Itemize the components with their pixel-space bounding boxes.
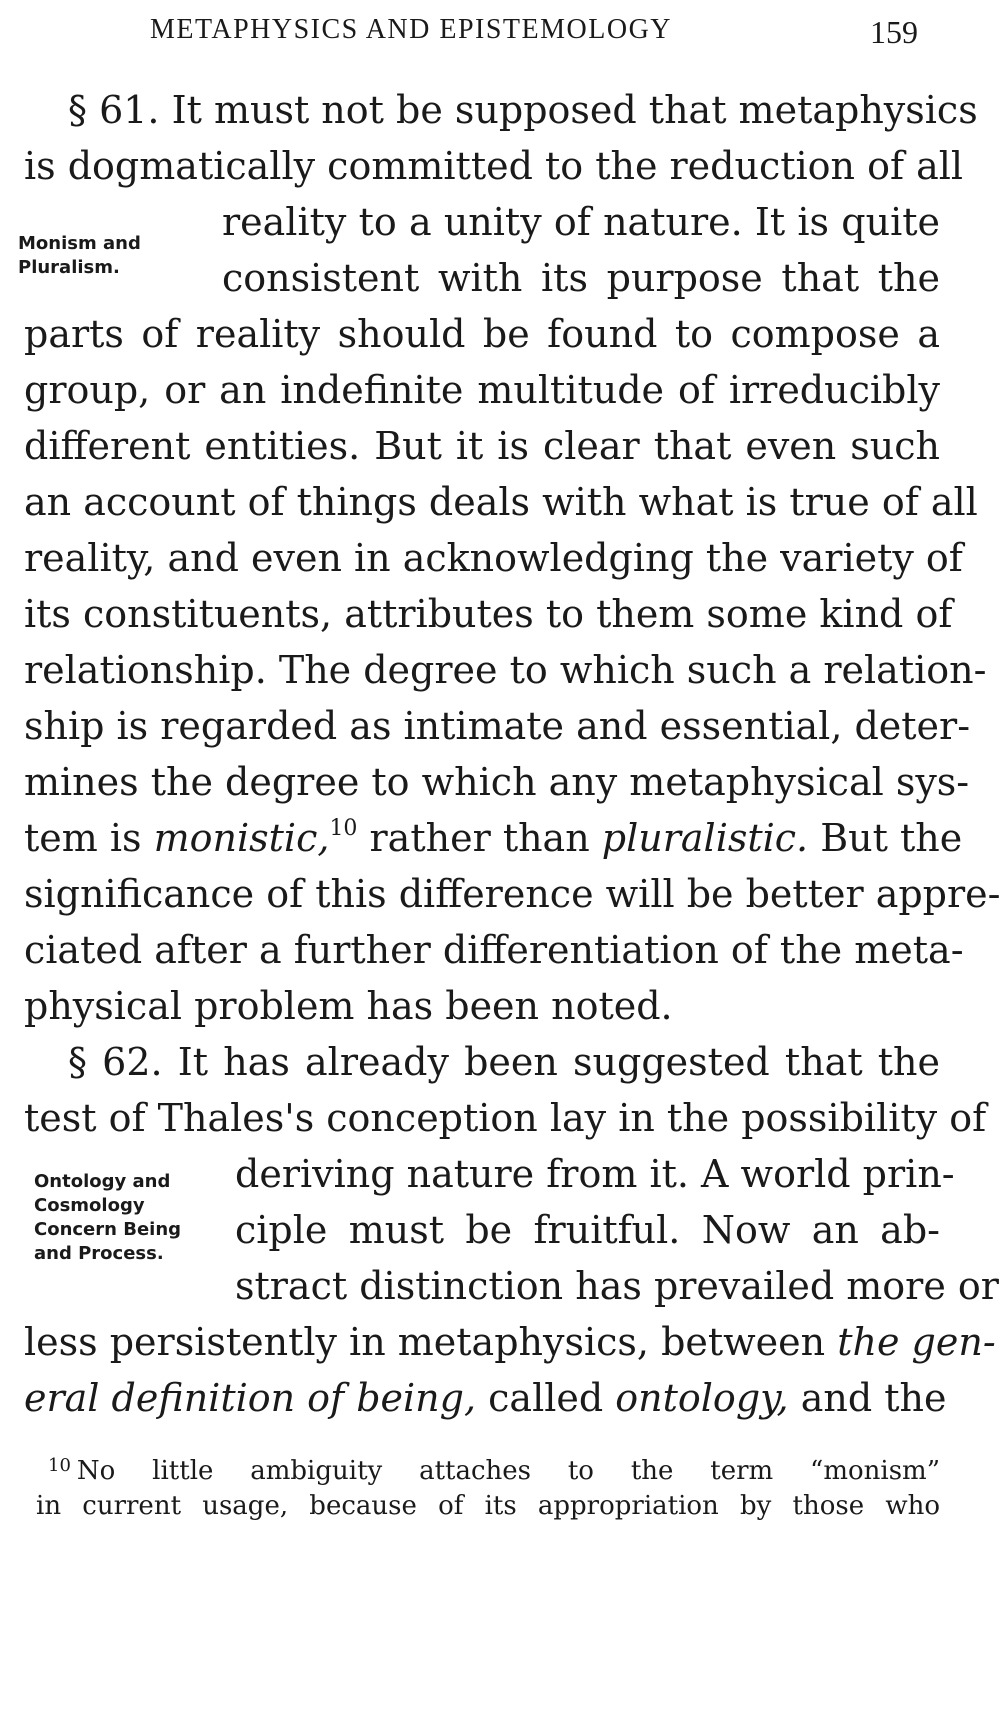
text-line: test of Thales's conception lay in the possibility of [24,1096,987,1140]
text-line: parts of reality should be found to compose a [24,312,940,356]
text-line: ship is regarded as intimate and essential, deter- [24,704,971,748]
italic-run: the gen- [837,1320,996,1364]
text-line: reality to a unity of nature. It is quite [222,200,940,244]
text-line: significance of this difference will be better appre- [24,872,1000,916]
margin-note-line: Pluralism. [18,257,120,278]
text-line: mines the degree to which any metaphysical sys- [24,760,970,804]
text-line: physical problem has been noted. [24,984,673,1028]
text-line: ciated after a further differentiation of the meta- [24,928,964,972]
text-line: different entities. But it is clear that even such [24,424,940,468]
text-run: rather than [357,816,602,860]
margin-note-line: and Process. [34,1243,164,1264]
text-line: stract distinction has prevailed more or [235,1264,999,1308]
footnote-ref: 10 [329,816,358,841]
text-run: and the [788,1376,947,1420]
term-monistic: monistic, [153,816,330,860]
text-line: consistent with its purpose that the [222,256,940,300]
footnote-line [48,1448,940,1489]
text-run: called [476,1376,616,1420]
text-line: deriving nature from it. A world prin- [235,1152,955,1196]
text-line: § 62. It has already been suggested that the [68,1040,940,1084]
term-ontology: ontology, [615,1376,789,1420]
text-line: is dogmatically committed to the reduction of all [24,144,964,188]
text-run: less persistently in metaphysics, between [24,1320,838,1364]
margin-note-line: Ontology and [34,1171,171,1192]
running-head [0,14,1000,54]
text-line: an account of things deals with what is true of all [24,480,978,524]
page-number: 159 [870,14,918,50]
text-run: tem is [24,816,154,860]
running-head-title: METAPHYSICS AND EPISTEMOLOGY [150,14,673,45]
margin-note-line: Monism and [18,233,141,254]
italic-run: eral definition of being, [24,1376,477,1420]
footnote-text: No little ambiguity attaches to the term “monism” [76,1456,940,1486]
text-line [24,1376,947,1420]
text-line: § 61. It must not be supposed that metaphysics [68,88,978,132]
text-line: relationship. The degree to which such a relation- [24,648,987,692]
text-line [24,1320,996,1364]
footnote-line: in current usage, because of its appropriation by those who [36,1491,940,1521]
margin-note-line: Cosmology [34,1195,145,1216]
margin-note-monism [18,232,141,280]
text-line: reality, and even in acknowledging the variety of [24,536,963,580]
text-run: But the [808,816,963,860]
text-line: ciple must be fruitful. Now an ab- [235,1208,940,1252]
margin-note-line: Concern Being [34,1219,182,1240]
margin-note-ontology [34,1170,181,1266]
text-line: group, or an indefinite multitude of irreducibly [24,368,940,412]
footnote-mark: 10 [48,1455,71,1476]
text-line [24,816,963,860]
term-pluralistic: pluralistic. [601,816,809,860]
text-line: its constituents, attributes to them some kind of [24,592,953,636]
